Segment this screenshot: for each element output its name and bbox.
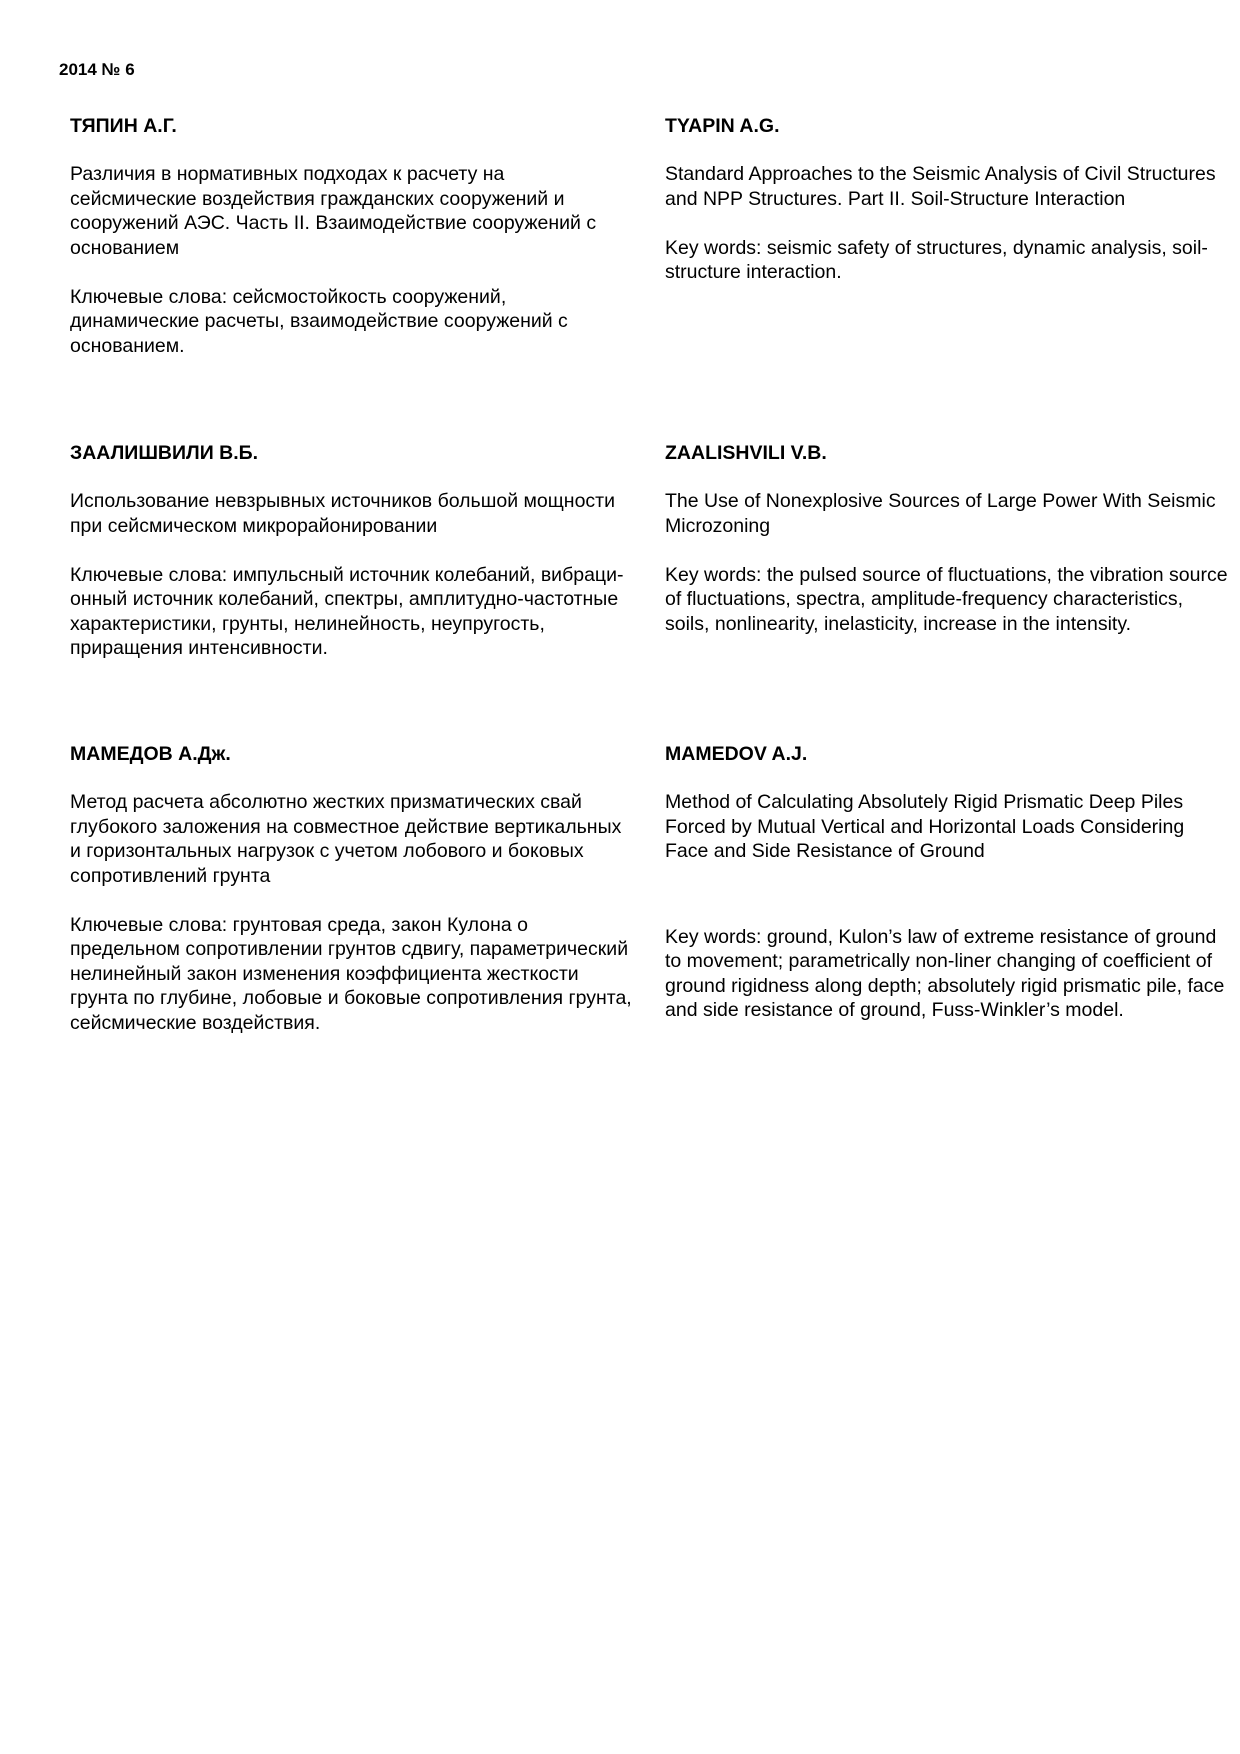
- article-keywords: Ключевые слова: сейсмостойкость сооружений, динамические расчеты, взаимодействие сооружений с основанием.: [70, 285, 568, 357]
- article-3-ru: [70, 742, 635, 1035]
- author-name: ZAALISHVILI V.B.: [665, 442, 827, 464]
- author-name: МАМЕДОВ А.Дж.: [70, 743, 231, 765]
- article-keywords: Key words: ground, Kulon’s law of extreme resistance of ground to movement; parametrically non-liner changing of coefficient of ground rigidness along depth; absolutely rigid prismatic pile, face and side resistance of ground, Fuss-Winkler’s model.: [665, 925, 1225, 1021]
- article-title: Различия в нормативных подходах к расчету на сейсмические воздействия гражданских сооружений и сооружений АЭС. Часть II. Взаимодействие сооружений с основанием: [70, 163, 597, 259]
- author-name: ТЯПИН А.Г.: [70, 115, 177, 137]
- author-name: ЗААЛИШВИЛИ В.Б.: [70, 442, 259, 464]
- article-2-ru: [70, 441, 635, 661]
- author-name: TYAPIN A.G.: [665, 115, 780, 137]
- article-3-en: [665, 742, 1230, 1023]
- article-keywords: Key words: the pulsed source of fluctuations, the vibration source of fluctuations, spectra, amplitude-frequency characteristics, soils, nonlinearity, inelasticity, increase in the intensity.: [665, 563, 1228, 635]
- article-keywords: Ключевые слова: грунтовая среда, закон Кулона о предельном сопротивлении грунтов сдвигу, параметрический нелинейный закон изменения коэффициента жесткости грунта по глубине, лобовые и боковые сопротивления грунта, сейсмические воздействия.: [70, 913, 632, 1034]
- article-title: Standard Approaches to the Seismic Analysis of Civil Structures and NPP Structures. Part II. Soil-Structure Interaction: [665, 163, 1216, 210]
- article-title: The Use of Nonexplosive Sources of Large Power With Seismic Microzoning: [665, 490, 1216, 537]
- author-name: MAMEDOV A.J.: [665, 743, 808, 765]
- article-1-en: [665, 114, 1230, 285]
- issue-number: 2014 № 6: [59, 60, 135, 79]
- article-keywords: Key words: seismic safety of structures, dynamic analysis, soil-structure interaction.: [665, 236, 1208, 283]
- article-1-ru: [70, 114, 635, 358]
- article-title: Использование невзрывных источников большой мощности при сейсмическом микрорайонировании: [70, 490, 615, 537]
- article-2-en: [665, 441, 1230, 636]
- article-title: Метод расчета абсолютно жестких призматических свай глубокого заложения на совместное действие вертикальных и горизонтальных нагрузок с учетом лобового и боковых сопротивлений грунта: [70, 791, 622, 887]
- article-keywords: Ключевые слова: импульсный источник колебаний, вибраци- онный источник колебаний, спектры, амплитудно-частотные характеристики, грунты, нелинейность, неупругость, приращения интенсивности.: [70, 563, 624, 659]
- article-title: Method of Calculating Absolutely Rigid Prismatic Deep Piles Forced by Mutual Vertical and Horizontal Loads Considering Face and Side Resistance of Ground: [665, 791, 1185, 862]
